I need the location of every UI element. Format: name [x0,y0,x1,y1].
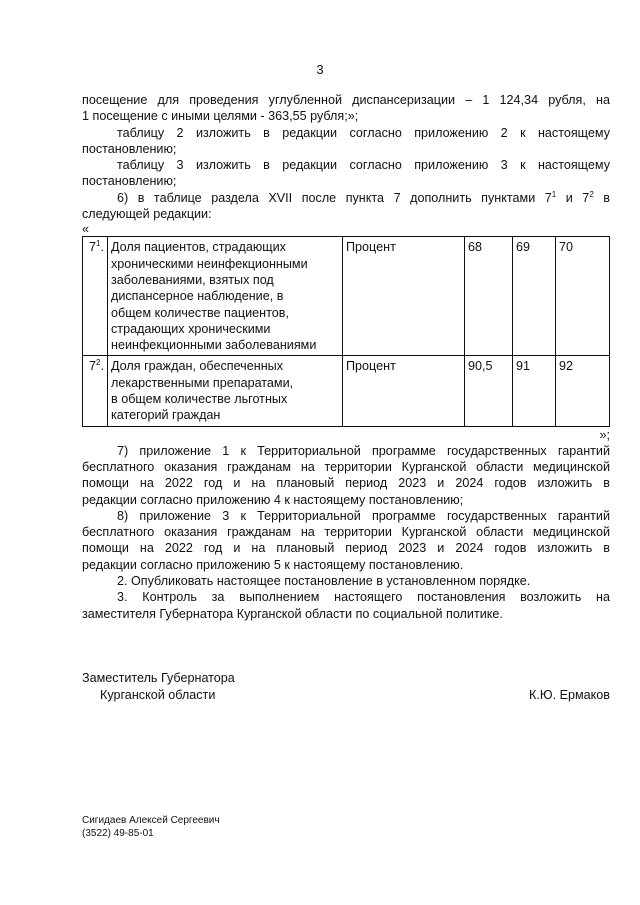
para1-line2: 1 посещение с иными целями - 363,55 рубля;»; [82,109,359,124]
item3-line2: заместителя Губернатора Курганской области по социальной политике. [82,606,503,621]
para8-line4: редакции согласно приложению 5 к настоящему постановлению. [82,557,464,572]
quote-open: « [82,222,90,237]
signature-block [82,670,610,704]
executor-phone: (3522) 49-85-01 [82,828,154,839]
indicator-name-line: заболеваниями, взятых под [111,272,274,287]
para2-line2: постановлению; [82,141,177,156]
para4-text-c: в [593,190,610,205]
indicator-name-line: общем количестве пациентов, [111,305,289,320]
indicator-name-line: Доля граждан, обеспеченных [111,359,284,374]
executor-name: Сигидаев Алексей Сергеевич [82,815,220,826]
para7-line1: 7) приложение 1 к Территориальной программе государственных гарантий [117,443,610,458]
quote-close: »; [599,427,610,442]
indicator-name-line: хроническими неинфекционными [111,256,308,271]
indicator-name-line: лекарственными препаратами, [111,375,294,390]
para4-text-a: 6) в таблице раздела XVII после пункта 7 дополнить пунктами 7 [117,190,552,205]
value-2022-cell: 90,5 [465,356,513,426]
document-body [82,92,610,622]
signer-title-line1: Заместитель Губернатора [82,671,235,685]
para8-line1: 8) приложение 3 к Территориальной программе государственных гарантий [117,508,610,523]
value-2023-cell: 69 [513,237,556,356]
page-number: 3 [316,62,324,77]
para2-line1: таблицу 2 изложить в редакции согласно приложению 2 к настоящему [117,125,610,140]
para7-line4: редакции согласно приложению 4 к настоящему постановлению; [82,492,464,507]
indicators-table [82,236,610,426]
signer-title-line2: Курганской области [100,688,216,702]
unit-cell: Процент [343,356,465,426]
indicator-name [108,237,343,356]
table-row [83,356,610,426]
para4-sup1: 1 [551,189,557,199]
para3-line2: постановлению; [82,174,177,189]
value-2024-cell: 92 [556,356,610,426]
value-2022-cell: 68 [465,237,513,356]
executor-block [82,814,220,840]
indicator-name-line: диспансерное наблюдение, в [111,289,284,304]
indicator-name-line: страдающих хроническими [111,321,271,336]
item2: 2. Опубликовать настоящее постановление в установленном порядке. [117,574,531,589]
indicator-name-line: в общем количестве льготных [111,392,288,407]
para1-line1: посещение для проведения углубленной диспансеризации – 1 124,34 рубля, на [82,93,610,107]
row-number: $7^2$. [83,356,108,426]
row-number: $7^1$. [83,237,108,356]
value-2024-cell: 70 [556,237,610,356]
table-row [83,237,610,356]
para4-line1 [82,190,610,206]
para4-sup2: 2 [589,189,594,199]
unit-cell: Процент [343,237,465,356]
item3-line1: 3. Контроль за выполнением настоящего постановления возложить на [117,590,610,605]
para8-line2: бесплатного оказания гражданам на территории Курганской области медицинской [82,525,610,540]
para7-line3: помощи на 2022 год и на плановый период 2023 и 2024 годов изложить в [82,476,610,491]
para8-line3: помощи на 2022 год и на плановый период 2023 и 2024 годов изложить в [82,541,610,556]
indicator-name-line: неинфекционными заболеваниями [111,338,317,353]
value-2023-cell: 91 [513,356,556,426]
indicator-name-line: Доля пациентов, страдающих [111,240,286,255]
indicator-name-line: категорий граждан [111,408,221,423]
para4-line2: следующей редакции: [82,207,212,222]
para3-line1: таблицу 3 изложить в редакции согласно приложению 3 к настоящему [117,158,610,173]
indicator-name [108,356,343,426]
signer-name: К.Ю. Ермаков [529,688,610,702]
para4-text-b: и 7 [556,190,590,205]
para7-line2: бесплатного оказания гражданам на территории Курганской области медицинской [82,459,610,474]
